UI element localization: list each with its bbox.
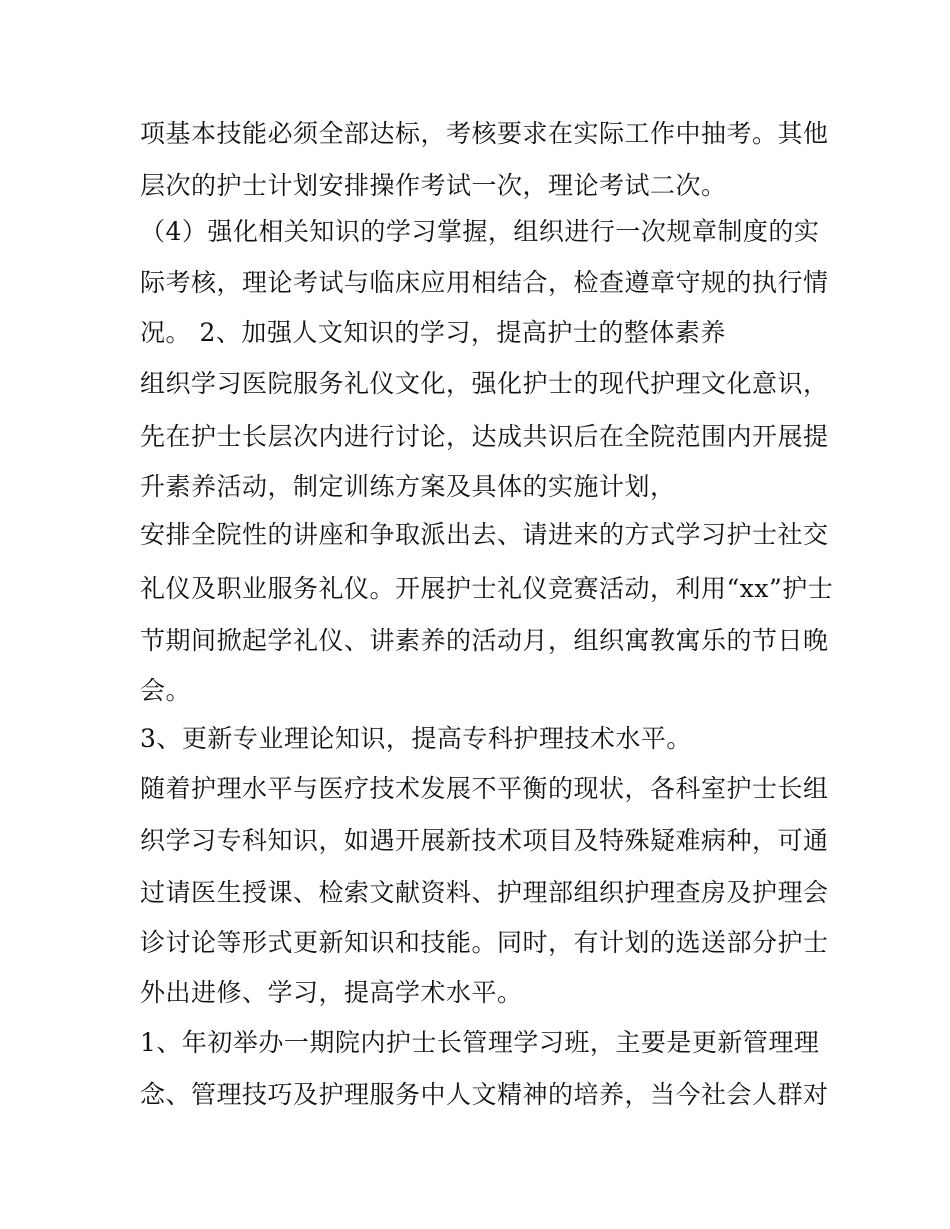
text-line: 安排全院性的讲座和争取派出去、请进来的方式学习护士社交 bbox=[140, 520, 829, 549]
text-line: 况。 2、加强人文知识的学习，提高护士的整体素养 bbox=[140, 318, 726, 347]
text-line: 念、管理技巧及护理服务中人文精神的培养，当今社会人群对 bbox=[140, 1080, 829, 1109]
text-line: 3、更新专业理论知识，提高专科护理技术水平。 bbox=[140, 724, 692, 753]
text-line: 会。 bbox=[140, 676, 192, 705]
text-line: 过请医生授课、检索文献资料、护理部组织护理查房及护理会 bbox=[140, 878, 829, 907]
text-line: 节期间掀起学礼仪、讲素养的活动月，组织寓教寓乐的节日晚 bbox=[140, 626, 829, 655]
text-line: 诊讨论等形式更新知识和技能。同时，有计划的选送部分护士 bbox=[140, 928, 829, 957]
text-line: 组织学习医院服务礼仪文化，强化护士的现代护理文化意识， bbox=[140, 369, 829, 398]
text-line: 升素养活动，制定训练方案及具体的实施计划， bbox=[140, 472, 676, 501]
text-line: 织学习专科知识，如遇开展新技术项目及特殊疑难病种，可通 bbox=[140, 826, 829, 855]
text-line: 1、年初举办一期院内护士长管理学习班，主要是更新管理理 bbox=[140, 1028, 820, 1057]
text-line: 层次的护士计划安排操作考试一次，理论考试二次。 bbox=[140, 171, 727, 200]
text-line: 礼仪及职业服务礼仪。开展护士礼仪竞赛活动，利用“xx”护士 bbox=[140, 574, 834, 603]
text-line: （4）强化相关知识的学习掌握，组织进行一次规章制度的实 bbox=[140, 217, 820, 246]
text-line: 际考核，理论考试与临床应用相结合，检查遵章守规的执行情 bbox=[140, 268, 829, 297]
text-line: 外出进修、学习，提高学术水平。 bbox=[140, 978, 523, 1007]
text-line: 先在护士长层次内进行讨论，达成共识后在全院范围内开展提 bbox=[140, 422, 829, 451]
text-line: 项基本技能必须全部达标，考核要求在实际工作中抽考。其他 bbox=[140, 119, 829, 148]
text-line: 随着护理水平与医疗技术发展不平衡的现状，各科室护士长组 bbox=[140, 774, 829, 803]
